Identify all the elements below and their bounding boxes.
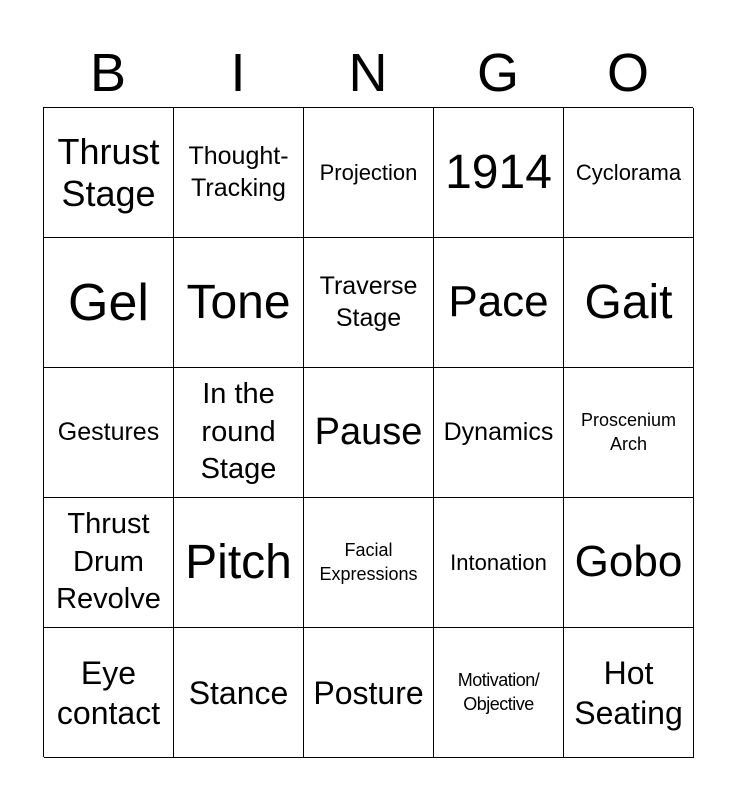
bingo-cell[interactable]: Gait [564, 238, 694, 368]
bingo-cell[interactable]: Pace [434, 238, 564, 368]
bingo-cell[interactable]: Cyclorama [564, 108, 694, 238]
bingo-cell[interactable]: Pause [304, 368, 434, 498]
header-letter-n: N [348, 43, 388, 103]
bingo-cell[interactable]: Thrust Stage [44, 108, 174, 238]
bingo-cell[interactable]: Tone [174, 238, 304, 368]
bingo-cell[interactable]: Gel [44, 238, 174, 368]
bingo-cell[interactable]: Pitch [174, 498, 304, 628]
bingo-cell[interactable]: Posture [304, 628, 434, 758]
bingo-header [43, 40, 693, 106]
bingo-cell[interactable]: Intonation [434, 498, 564, 628]
bingo-cell[interactable]: Proscenium Arch [564, 368, 694, 498]
header-letter-g: G [476, 43, 519, 103]
bingo-cell[interactable]: Hot Seating [564, 628, 694, 758]
bingo-cell[interactable]: Thrust Drum Revolve [44, 498, 174, 628]
bingo-cell[interactable]: Traverse Stage [304, 238, 434, 368]
bingo-cell[interactable]: Stance [174, 628, 304, 758]
header-letter-o: O [606, 43, 649, 103]
header-letter-b: B [89, 43, 127, 103]
bingo-cell[interactable]: Dynamics [434, 368, 564, 498]
bingo-cell[interactable]: Facial Expressions [304, 498, 434, 628]
bingo-cell[interactable]: Thought- Tracking [174, 108, 304, 238]
header-letter-i: I [230, 43, 246, 103]
bingo-cell[interactable]: Eye contact [44, 628, 174, 758]
bingo-cell[interactable]: Gobo [564, 498, 694, 628]
bingo-cell[interactable]: Gestures [44, 368, 174, 498]
bingo-cell[interactable]: In the round Stage [174, 368, 304, 498]
bingo-cell[interactable]: Motivation/ Objective [434, 628, 564, 758]
bingo-board [43, 107, 693, 757]
bingo-cell[interactable]: 1914 [434, 108, 564, 238]
bingo-cell[interactable]: Projection [304, 108, 434, 238]
